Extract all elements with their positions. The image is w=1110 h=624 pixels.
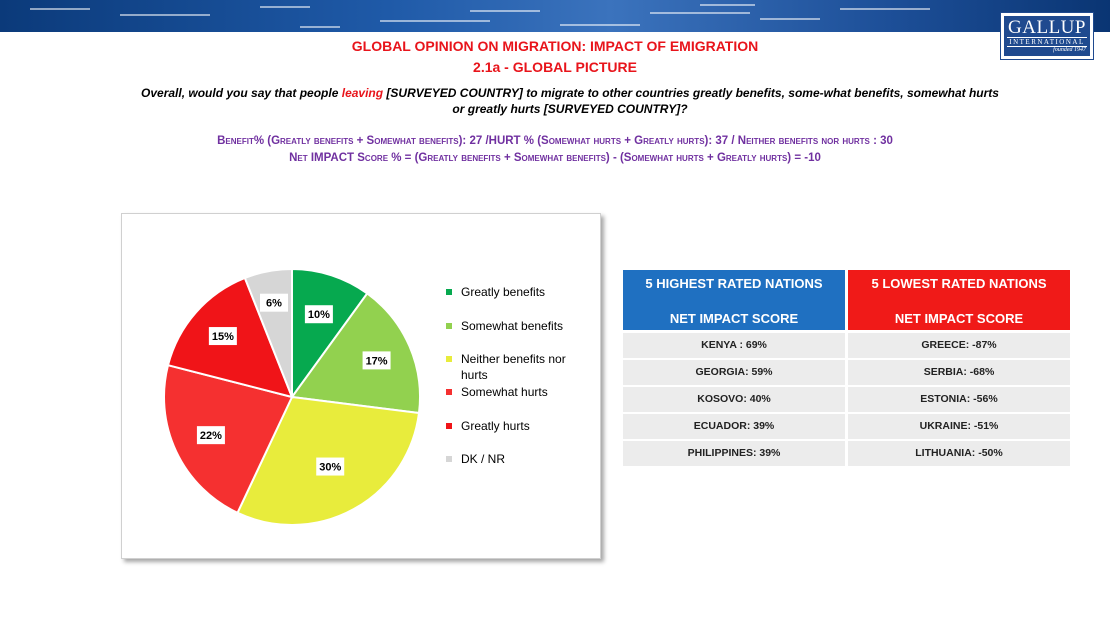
legend-label: Neither benefits nor hurts xyxy=(461,352,566,382)
legend-swatch xyxy=(446,289,452,295)
lowest-rated-table xyxy=(848,270,1070,466)
legend-item xyxy=(446,418,591,434)
data-label: 22% xyxy=(199,430,222,443)
banner-decoration xyxy=(300,26,340,28)
legend-swatch xyxy=(446,389,452,395)
table-row: ESTONIA: -56% xyxy=(848,387,1070,412)
legend-item xyxy=(446,451,591,467)
question-part-2: [SURVEYED COUNTRY] to migrate to other countries greatly benefits, some-what benefits, somewhat hurts or greatly hurts [SURVEYED COUNTRY]? xyxy=(383,86,999,116)
lowest-table-header xyxy=(848,270,1070,330)
data-label: 6% xyxy=(266,297,282,310)
page-title: GLOBAL OPINION ON MIGRATION: IMPACT OF EMIGRATION xyxy=(351,38,759,54)
highest-header-title: 5 HIGHEST RATED NATIONS xyxy=(645,276,823,291)
data-label: 17% xyxy=(365,355,388,368)
logo-name: GALLUP xyxy=(1008,16,1086,38)
legend-label: Greatly hurts xyxy=(461,419,530,433)
table-row: LITHUANIA: -50% xyxy=(848,441,1070,466)
legend-item xyxy=(446,318,591,334)
banner-decoration xyxy=(470,10,540,12)
table-row: UKRAINE: -51% xyxy=(848,414,1070,439)
table-row: SERBIA: -68% xyxy=(848,360,1070,385)
net-impact-summary: Net IMPACT Score % = (Greatly benefits + Somewhat benefits) - (Somewhat hurts + Greatly hurts) = -10 xyxy=(289,152,821,164)
data-label: 10% xyxy=(307,309,330,322)
legend-label: Somewhat hurts xyxy=(461,385,548,399)
highest-table-rows xyxy=(623,330,845,466)
legend-swatch xyxy=(446,423,452,429)
question-part-1: Overall, would you say that people xyxy=(141,86,342,100)
logo-founded: founded 1947 xyxy=(1053,46,1086,53)
banner-decoration xyxy=(30,8,90,10)
data-label: 30% xyxy=(319,461,342,474)
legend-swatch xyxy=(446,323,452,329)
table-row: ECUADOR: 39% xyxy=(623,414,845,439)
banner-decoration xyxy=(560,24,640,26)
legend-label: Somewhat benefits xyxy=(461,319,564,333)
table-row: PHILIPPINES: 39% xyxy=(623,441,845,466)
legend-label: Greatly benefits xyxy=(461,285,546,299)
banner-decoration xyxy=(840,8,930,10)
question-highlight: leaving xyxy=(341,86,384,100)
page-subtitle: 2.1a - GLOBAL PICTURE xyxy=(473,59,637,75)
highest-header-subtitle: NET IMPACT SCORE xyxy=(669,311,799,326)
highest-rated-table xyxy=(623,270,845,466)
highest-table-header xyxy=(623,270,845,330)
data-label: 15% xyxy=(211,331,234,344)
legend-item xyxy=(446,284,591,300)
banner-decoration xyxy=(380,20,490,22)
banner-decoration xyxy=(650,12,750,14)
lowest-header-title: 5 LOWEST RATED NATIONS xyxy=(871,276,1047,291)
legend-item xyxy=(446,351,591,383)
benefit-hurt-summary: Benefit% (Greatly benefits + Somewhat benefits): 27 /HURT % (Somewhat hurts + Greatly hurts): 37 / Neither benefits nor hurts : 30 xyxy=(217,135,893,147)
lowest-header-subtitle: NET IMPACT SCORE xyxy=(894,311,1024,326)
banner-decoration xyxy=(760,18,820,20)
legend-swatch xyxy=(446,356,452,362)
legend-item xyxy=(446,384,591,400)
banner-decoration xyxy=(120,14,210,16)
legend-label: DK / NR xyxy=(461,452,506,466)
logo-sub: INTERNATIONAL xyxy=(1009,37,1085,46)
table-row: GEORGIA: 59% xyxy=(623,360,845,385)
table-row: KOSOVO: 40% xyxy=(623,387,845,412)
banner-decoration xyxy=(700,4,755,6)
top-banner xyxy=(0,0,1110,32)
banner-decoration xyxy=(260,6,310,8)
lowest-table-rows xyxy=(848,330,1070,466)
table-row: GREECE: -87% xyxy=(848,333,1070,358)
legend-swatch xyxy=(446,456,452,462)
survey-question xyxy=(140,85,1000,117)
table-row: KENYA : 69% xyxy=(623,333,845,358)
